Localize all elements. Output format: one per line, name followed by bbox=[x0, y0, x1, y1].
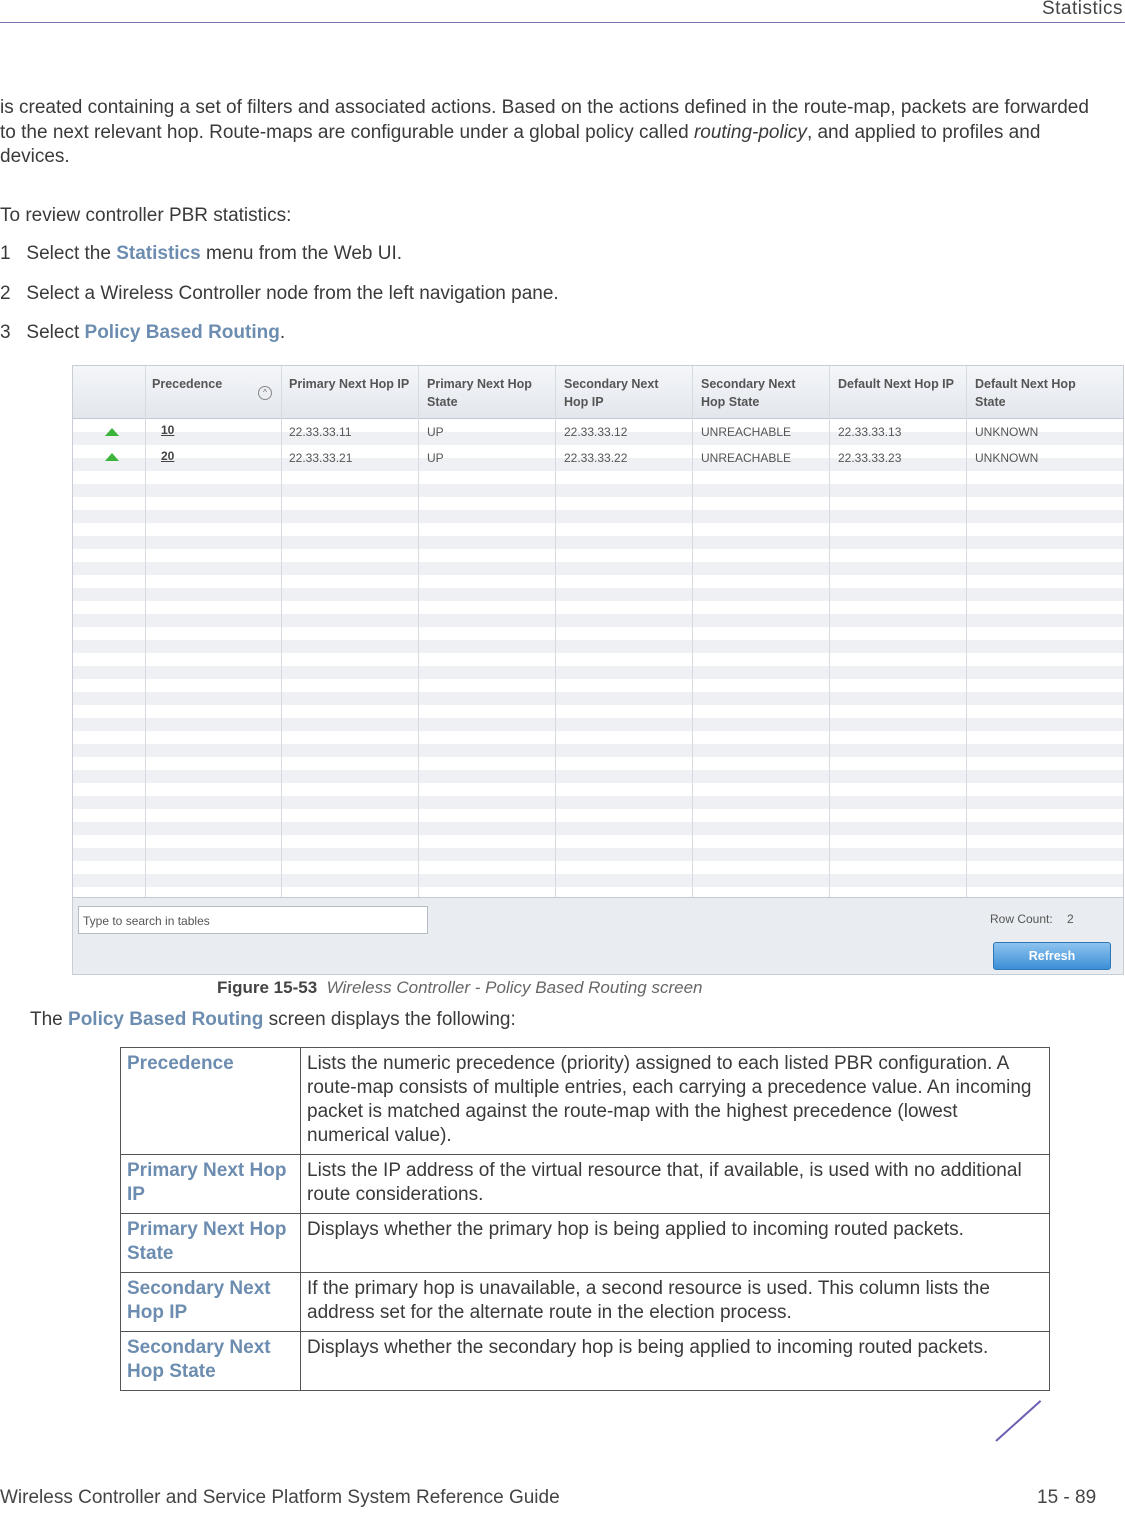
term-cell: Precedence bbox=[121, 1048, 301, 1155]
column-divider bbox=[555, 366, 556, 897]
cell-default-ip: 22.33.33.13 bbox=[838, 425, 902, 439]
desc-cell: Lists the IP address of the virtual resource that, if available, is used with no additional route considerations. bbox=[301, 1155, 1050, 1214]
steps-intro: To review controller PBR statistics: bbox=[0, 205, 292, 226]
desc-cell: If the primary hop is unavailable, a second resource is used. This column lists the address set for the alternate route in the election process. bbox=[301, 1273, 1050, 1332]
step-number: 3 bbox=[0, 322, 11, 343]
figure-text: Wireless Controller - Policy Based Routing screen bbox=[326, 978, 703, 997]
figure-label: Figure 15-53 bbox=[217, 978, 318, 997]
step-text-end: . bbox=[279, 322, 286, 343]
cell-primary-ip: 22.33.33.21 bbox=[289, 451, 353, 465]
step-number: 1 bbox=[0, 243, 11, 264]
row-count-value: 2 bbox=[1067, 912, 1074, 926]
desc-cell: Displays whether the primary hop is being applied to incoming routed packets. bbox=[301, 1214, 1050, 1273]
col-header-primary-state[interactable] bbox=[427, 375, 532, 411]
cell-secondary-ip: 22.33.33.22 bbox=[564, 451, 628, 465]
step-text: Select the bbox=[26, 243, 117, 264]
page-number: 15 - 89 bbox=[1037, 1487, 1097, 1508]
intro-text-1: is created containing a set of filters and associated actions. Based on the actions defined in the route-map, packets are forwarded to the next relevant hop. Route-maps are configurable under a global policy called bbox=[0, 97, 1089, 143]
col-header-line: State bbox=[975, 395, 1006, 409]
col-header-line: Default Next Hop IP bbox=[838, 377, 954, 391]
col-header-default-ip[interactable] bbox=[838, 375, 954, 393]
refresh-button[interactable]: Refresh bbox=[993, 942, 1111, 970]
cell-default-state: UNKNOWN bbox=[975, 451, 1039, 465]
col-header-line: Secondary Next bbox=[701, 377, 796, 391]
sort-icon[interactable]: ^ bbox=[258, 386, 272, 400]
row-count-label: Row Count: bbox=[990, 912, 1053, 926]
step-text: Select bbox=[26, 322, 85, 343]
step-text: Select a Wireless Controller node from the left navigation pane. bbox=[26, 283, 559, 304]
step-1 bbox=[0, 243, 402, 265]
table-footer bbox=[73, 897, 1123, 975]
footer-slash bbox=[995, 1400, 1041, 1442]
col-header-line: Secondary Next bbox=[564, 377, 659, 391]
col-header-line: Precedence bbox=[152, 377, 223, 391]
cell-primary-state: UP bbox=[427, 425, 444, 439]
col-header-line: Hop State bbox=[701, 395, 760, 409]
col-header-line: Primary Next Hop bbox=[427, 377, 532, 391]
column-divider bbox=[145, 366, 146, 897]
term-cell: Secondary Next Hop State bbox=[121, 1332, 301, 1391]
step-text-end: menu from the Web UI. bbox=[200, 243, 403, 264]
intro-paragraph bbox=[0, 96, 1110, 170]
step-link-statistics[interactable]: Statistics bbox=[116, 243, 201, 264]
column-divider bbox=[281, 366, 282, 897]
desc-cell: Displays whether the secondary hop is being applied to incoming routed packets. bbox=[301, 1332, 1050, 1391]
page-header-title: Statistics bbox=[1041, 0, 1123, 19]
cell-secondary-state: UNREACHABLE bbox=[701, 451, 792, 465]
term-cell: Secondary Next Hop IP bbox=[121, 1273, 301, 1332]
step-3 bbox=[0, 322, 285, 344]
cell-default-state: UNKNOWN bbox=[975, 425, 1039, 439]
footer-guide-title: Wireless Controller and Service Platform System Reference Guide bbox=[0, 1487, 560, 1508]
table-row bbox=[121, 1214, 1050, 1273]
intro-italic: routing-policy bbox=[693, 121, 807, 143]
col-header-default-state[interactable] bbox=[975, 375, 1076, 411]
step-2 bbox=[0, 283, 559, 305]
step-number: 2 bbox=[0, 283, 11, 304]
desc-cell: Lists the numeric precedence (priority) assigned to each listed PBR configuration. A route-map consists of multiple entries, each carrying a precedence value. An incoming packet is matched against the route-map with the highest precedence (lowest numerical value). bbox=[301, 1048, 1050, 1155]
green-up-arrow-icon bbox=[105, 428, 119, 436]
table-row bbox=[121, 1332, 1050, 1391]
precedence-link[interactable]: 20 bbox=[161, 449, 175, 463]
precedence-link[interactable]: 10 bbox=[161, 423, 175, 437]
header-rule bbox=[0, 22, 1125, 23]
figure-caption bbox=[217, 978, 703, 998]
table-intro-text: The bbox=[30, 1009, 69, 1030]
col-header-secondary-state[interactable] bbox=[701, 375, 795, 411]
col-header-line: Primary Next Hop IP bbox=[289, 377, 410, 391]
column-divider bbox=[966, 366, 967, 897]
cell-secondary-state: UNREACHABLE bbox=[701, 425, 792, 439]
cell-default-ip: 22.33.33.23 bbox=[838, 451, 902, 465]
intro-text-2: , and applied to profiles and devices. bbox=[0, 121, 1041, 167]
col-header-line: Default Next Hop bbox=[975, 377, 1076, 391]
cell-secondary-ip: 22.33.33.12 bbox=[564, 425, 628, 439]
col-header-line: State bbox=[427, 395, 458, 409]
col-header-precedence[interactable] bbox=[152, 375, 222, 393]
step-link-pbr[interactable]: Policy Based Routing bbox=[84, 322, 280, 343]
column-divider bbox=[692, 366, 693, 897]
column-divider bbox=[829, 366, 830, 897]
column-divider bbox=[418, 366, 419, 897]
table-intro-text-end: screen displays the following: bbox=[263, 1009, 516, 1030]
table-intro bbox=[30, 1009, 516, 1031]
table-row bbox=[121, 1273, 1050, 1332]
pbr-screenshot bbox=[72, 365, 1124, 975]
term-cell: Primary Next Hop IP bbox=[121, 1155, 301, 1214]
cell-primary-state: UP bbox=[427, 451, 444, 465]
term-cell: Primary Next Hop State bbox=[121, 1214, 301, 1273]
col-header-line: Hop IP bbox=[564, 395, 604, 409]
table-intro-link[interactable]: Policy Based Routing bbox=[68, 1009, 264, 1030]
cell-primary-ip: 22.33.33.11 bbox=[289, 425, 352, 439]
green-up-arrow-icon bbox=[105, 453, 119, 461]
table-row bbox=[121, 1155, 1050, 1214]
table-row bbox=[121, 1048, 1050, 1155]
search-input[interactable]: Type to search in tables bbox=[78, 906, 428, 934]
col-header-primary-ip[interactable] bbox=[289, 375, 409, 393]
description-table bbox=[120, 1047, 1050, 1391]
col-header-secondary-ip[interactable] bbox=[564, 375, 658, 411]
